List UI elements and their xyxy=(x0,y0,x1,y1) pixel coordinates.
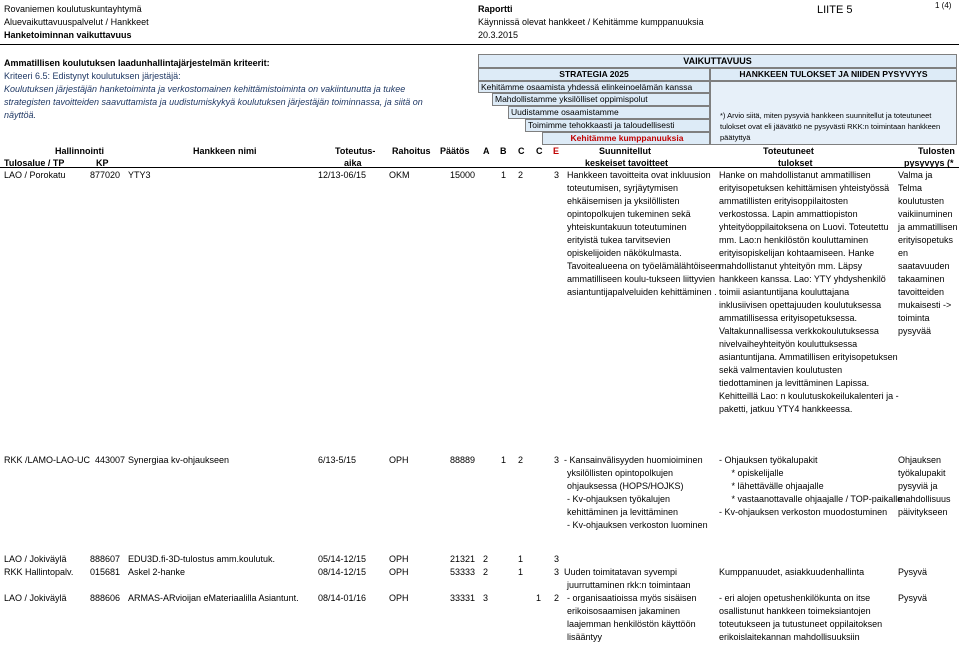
row5-e: 2 xyxy=(554,593,560,603)
criteria-desc-3: näyttöä. xyxy=(4,110,37,120)
row2-actual-4: - Kv-ohjauksen verkoston muodostuminen xyxy=(719,507,888,517)
row5-kp: 888606 xyxy=(90,593,121,603)
results-title: HANKKEEN TULOKSET JA NIIDEN PYSYVYYS xyxy=(710,68,957,81)
row3-c1: 1 xyxy=(518,554,524,564)
row1-perm-12: pysyvää xyxy=(898,326,932,336)
row2-planned-1: yksilöllisten opintopolkujen xyxy=(567,468,674,478)
row2-perm-3: mahdollisuus xyxy=(898,494,951,504)
row4-actual-0: Kumppanuudet, asiakkuudenhallinta xyxy=(719,567,865,577)
row2-tp: RKK /LAMO-LAO-UC xyxy=(4,455,91,465)
row3-rahoitus: OPH xyxy=(389,554,409,564)
row1-actual-15: sekä valmentavien koulutusten xyxy=(719,365,843,375)
row1-perm-5: erityisopetuks xyxy=(898,235,954,245)
row1-actual-18: paketti, jatkuu YTY4 hankkeessa. xyxy=(719,404,853,414)
row3-e: 3 xyxy=(554,554,560,564)
col-toteutus: Toteutus- xyxy=(335,146,376,156)
strategy-title: STRATEGIA 2025 xyxy=(478,68,710,81)
col-rahoitus: Rahoitus xyxy=(392,146,431,156)
row1-perm-10: mukaisesti -> xyxy=(898,300,952,310)
row4-c1: 1 xyxy=(518,567,524,577)
row4-paatos: 53333 xyxy=(450,567,476,577)
row1-perm-1: Telma xyxy=(898,183,923,193)
strategy-item-c1: Uudistamme osaamistamme xyxy=(508,106,710,119)
report-date: 20.3.2015 xyxy=(478,30,519,40)
criteria-desc-1: Koulutuksen järjestäjän hanketoiminta ja verkostomainen kehittämistoiminta on vakiintunutta ja tukee xyxy=(4,84,406,94)
report-title: Raportti xyxy=(478,4,513,14)
row3-name: EDU3D.fi-3D-tulostus amm.koulutuk. xyxy=(128,554,276,564)
row2-planned-4: kehittäminen ja levittäminen xyxy=(567,507,679,517)
note-line-1: *) Arvio siitä, miten pysyviä hankkeen suunnitellut ja toteutuneet xyxy=(720,111,932,120)
row1-paatos: 15000 xyxy=(450,170,476,180)
col-toteutuneet: Toteutuneet xyxy=(763,146,814,156)
col-hallinnointi: Hallinnointi xyxy=(55,146,104,156)
row1-actual-12: Valtakunnallisessa verkkokoulutuksessa xyxy=(719,326,879,336)
row1-actual-1: erityisopetuksen kehittämisen yhteistyössä xyxy=(719,183,890,193)
row2-actual-3: * vastaanottavalle ohjaajalle / TOP-paikalle xyxy=(719,494,903,504)
row5-perm-0: Pysyvä xyxy=(898,593,928,603)
row4-planned-1: juurruttaminen rkk:n toimintaan xyxy=(567,580,691,590)
row1-perm-6: en xyxy=(898,248,909,258)
org-unit: Aluevaikuttavuuspalvelut / Hankkeet xyxy=(4,17,149,27)
header-rule xyxy=(0,44,959,45)
row4-aika: 08/14-12/15 xyxy=(318,567,367,577)
row1-actual-13: nivelvaiheyhteityön kouluttuksessa xyxy=(719,339,858,349)
row5-actual-0: - eri alojen opetushenkilökunta on itse xyxy=(719,593,871,603)
row5-name: ARMAS-ARvioijan eMateriaalilla Asiantunt. xyxy=(128,593,299,603)
row5-actual-2: toteutukseen ja tutustuneet oppilaitoksen xyxy=(719,619,883,629)
col-tulosten: Tulosten xyxy=(918,146,955,156)
row1-planned-0: Hankkeen tavoitteita ovat inkluusion xyxy=(567,170,711,180)
row1-rahoitus: OKM xyxy=(389,170,410,180)
row3-paatos: 21321 xyxy=(450,554,476,564)
table-header-rule xyxy=(0,167,959,168)
row1-actual-10: inklusiivisen opettajuuden koulutuksessa xyxy=(719,300,882,310)
row2-planned-2: ohjauksessa (HOPS/HOJKS) xyxy=(567,481,684,491)
row1-perm-11: toiminta xyxy=(898,313,930,323)
row1-planned-1: toteutumisen, syrjäytymisen xyxy=(567,183,679,193)
row2-planned-0: - Kansainvälisyyden huomioiminen xyxy=(564,455,703,465)
row2-actual-0: - Ohjauksen työkalupakit xyxy=(719,455,818,465)
row1-actual-11: ammatillisessa erityisopetuksessa. xyxy=(719,313,858,323)
org-name: Rovaniemen koulutuskuntayhtymä xyxy=(4,4,142,14)
report-subtitle: Käynnissä olevat hankkeet / Kehitämme kumppanuuksia xyxy=(478,17,704,27)
row1-planned-6: opiskelijoiden näkökulmasta. xyxy=(567,248,682,258)
row1-kp: 877020 xyxy=(90,170,121,180)
row2-a: 1 xyxy=(501,455,507,465)
row2-kp: 443007 xyxy=(95,455,126,465)
row1-actual-0: Hanke on mahdollistanut ammatillisen xyxy=(719,170,871,180)
col-b: B xyxy=(500,146,507,156)
row2-perm-0: Ohjauksen xyxy=(898,455,942,465)
col-tulokset: tulokset xyxy=(778,158,813,168)
strategy-item-a: Kehitämme osaamista yhdessä elinkeinoelämän kanssa xyxy=(478,81,710,93)
row1-tp: LAO / Porokatu xyxy=(4,170,66,180)
row5-tp: LAO / Jokiväylä xyxy=(4,593,67,603)
row1-actual-17: Kehitteillä Lao: n koulutuskokeilukalenteri ja - xyxy=(719,391,899,401)
row1-a: 1 xyxy=(501,170,507,180)
row1-actual-14: asiantuntijana. Ammatillisen erityisopetuksen xyxy=(719,352,898,362)
row5-actual-3: erikoislaitekannan mahdollisuuksiin xyxy=(719,632,860,642)
row2-paatos: 88889 xyxy=(450,455,476,465)
row1-perm-9: tavoitteiden xyxy=(898,287,945,297)
col-kp: KP xyxy=(96,158,109,168)
row1-planned-8: ammatilliseen koulu-tukseen liittyvien xyxy=(567,274,716,284)
row1-actual-7: mahdollistanut yhteityön mm. Läpsy xyxy=(719,261,863,271)
row3-a: 2 xyxy=(483,554,489,564)
row1-planned-9: asiantuntijapalveluiden kehittäminen . xyxy=(567,287,717,297)
row1-actual-3: verkostossa. Lapin ammattiopiston xyxy=(719,209,858,219)
row2-perm-2: pysyviä ja xyxy=(898,481,938,491)
row1-perm-2: koulutusten xyxy=(898,196,945,206)
col-a: A xyxy=(483,146,490,156)
row1-actual-8: hankkeen kanssa. Lao: YTY yhdyshenkilö xyxy=(719,274,886,284)
row4-rahoitus: OPH xyxy=(389,567,409,577)
strategy-item-e: Kehitämme kumppanuuksia xyxy=(542,132,710,145)
row2-actual-1: * opiskelijalle xyxy=(719,468,784,478)
col-keskeiset: keskeiset tavoitteet xyxy=(585,158,669,168)
row1-actual-4: yhteityöoppilaitoksena on Luovi. Toteutettu xyxy=(719,222,889,232)
page-subject: Hanketoiminnan vaikuttavuus xyxy=(4,30,132,40)
row2-planned-5: - Kv-ohjauksen verkoston luominen xyxy=(567,520,708,530)
row4-tp: RKK Hallintopalv. xyxy=(4,567,74,577)
strategy-item-c2: Toimimme tehokkaasti ja taloudellisesti xyxy=(525,119,710,132)
row1-name: YTY3 xyxy=(128,170,151,180)
row1-perm-8: takaaminen xyxy=(898,274,945,284)
row5-planned-2: laajemman henkilöstön käyttöön xyxy=(567,619,696,629)
note-line-3: päätyttyä xyxy=(720,133,751,142)
row4-perm-0: Pysyvä xyxy=(898,567,928,577)
row4-planned-0: Uuden toimitatavan syvempi xyxy=(564,567,678,577)
row5-aika: 08/14-01/16 xyxy=(318,593,367,603)
col-c1: C xyxy=(518,146,525,156)
col-suunnitellut: Suunnitellut xyxy=(599,146,651,156)
row2-perm-4: päivitykseen xyxy=(898,507,948,517)
row1-actual-2: ammatillisten erityisoppilaitosten xyxy=(719,196,849,206)
row1-perm-7: saatavuuden xyxy=(898,261,950,271)
impact-title: VAIKUTTAVUUS xyxy=(478,54,957,68)
row1-planned-7: Tavoitealueena on työelämälähtöiseen xyxy=(567,261,721,271)
row1-actual-9: toimii asiantuntijana kouluttajana xyxy=(719,287,850,297)
col-c2: C xyxy=(536,146,543,156)
row3-aika: 05/14-12/15 xyxy=(318,554,367,564)
row1-actual-5: mm. Lao:n henkilöstön kouluttaminen xyxy=(719,235,869,245)
row4-e: 3 xyxy=(554,567,560,577)
row2-perm-1: työkalupakit xyxy=(898,468,946,478)
row1-b: 2 xyxy=(518,170,524,180)
page-number: 1 (4) xyxy=(935,1,952,10)
col-hankkeen-nimi: Hankkeen nimi xyxy=(193,146,257,156)
row5-planned-3: lisääntyy xyxy=(567,632,603,642)
row1-perm-0: Valma ja xyxy=(898,170,933,180)
row5-rahoitus: OPH xyxy=(389,593,409,603)
appendix-label: LIITE 5 xyxy=(817,4,853,16)
col-tulosalue: Tulosalue / TP xyxy=(4,158,65,168)
row4-kp: 015681 xyxy=(90,567,121,577)
row2-actual-2: * lähettävälle ohjaajalle xyxy=(719,481,824,491)
row5-a: 3 xyxy=(483,593,489,603)
row2-aika: 6/13-5/15 xyxy=(318,455,357,465)
row2-rahoitus: OPH xyxy=(389,455,409,465)
row5-actual-1: osallistunut hankkeen toimeksiantojen xyxy=(719,606,871,616)
row1-perm-4: ja ammatillisen xyxy=(898,222,958,232)
col-paatos: Päätös xyxy=(440,146,470,156)
criteria-desc-2: strategisten tavoitteiden saavuttamista ja uudistumiskykyä koulutuksen järjestäjän toiminnassa, ja siitä on xyxy=(4,97,423,107)
row2-planned-3: - Kv-ohjauksen työkalujen xyxy=(567,494,671,504)
col-e: E xyxy=(553,146,560,156)
note-line-2: tulokset ovat eli jäävätkö ne pysyvästi RKK:n toimintaan hankkeen xyxy=(720,122,941,131)
row1-planned-5: erityistä tukea tarvitsevien xyxy=(567,235,671,245)
row5-planned-0: - organisaatioissa myös sisäisen xyxy=(567,593,697,603)
row1-planned-2: ehkäisemisen ja yksilöllisten xyxy=(567,196,680,206)
row4-a: 2 xyxy=(483,567,489,577)
row4-name: Askel 2-hanke xyxy=(128,567,186,577)
row3-tp: LAO / Jokiväylä xyxy=(4,554,67,564)
criteria-id: Kriteeri 6.5: Edistynyt koulutuksen järjestäjä: xyxy=(4,71,181,81)
row1-actual-6: erityisopiskelijan kohtaamiseen. Hanke xyxy=(719,248,875,258)
strategy-item-b: Mahdollistamme yksilölliset oppimispolut xyxy=(492,93,710,106)
row2-e: 3 xyxy=(554,455,560,465)
row3-kp: 888607 xyxy=(90,554,121,564)
col-pysyvyys: pysyvyys (* xyxy=(904,158,954,168)
row1-aika: 12/13-06/15 xyxy=(318,170,367,180)
col-aika: aika xyxy=(344,158,362,168)
row2-name: Synergiaa kv-ohjaukseen xyxy=(128,455,230,465)
row1-actual-16: tiedottaminen ja levittäminen Lapissa. xyxy=(719,378,870,388)
row5-paatos: 33331 xyxy=(450,593,476,603)
row5-planned-1: erikoisosaamisen jakaminen xyxy=(567,606,681,616)
row1-perm-3: vaikiinuminen xyxy=(898,209,953,219)
row5-c2: 1 xyxy=(536,593,542,603)
criteria-title: Ammatillisen koulutuksen laadunhallintajärjestelmän kriteerit: xyxy=(4,58,270,68)
row2-b: 2 xyxy=(518,455,524,465)
row1-planned-4: yhteiskuntakuun toteutuminen xyxy=(567,222,687,232)
row1-e: 3 xyxy=(554,170,560,180)
row1-planned-3: opintopolkujen tukeminen sekä xyxy=(567,209,691,219)
